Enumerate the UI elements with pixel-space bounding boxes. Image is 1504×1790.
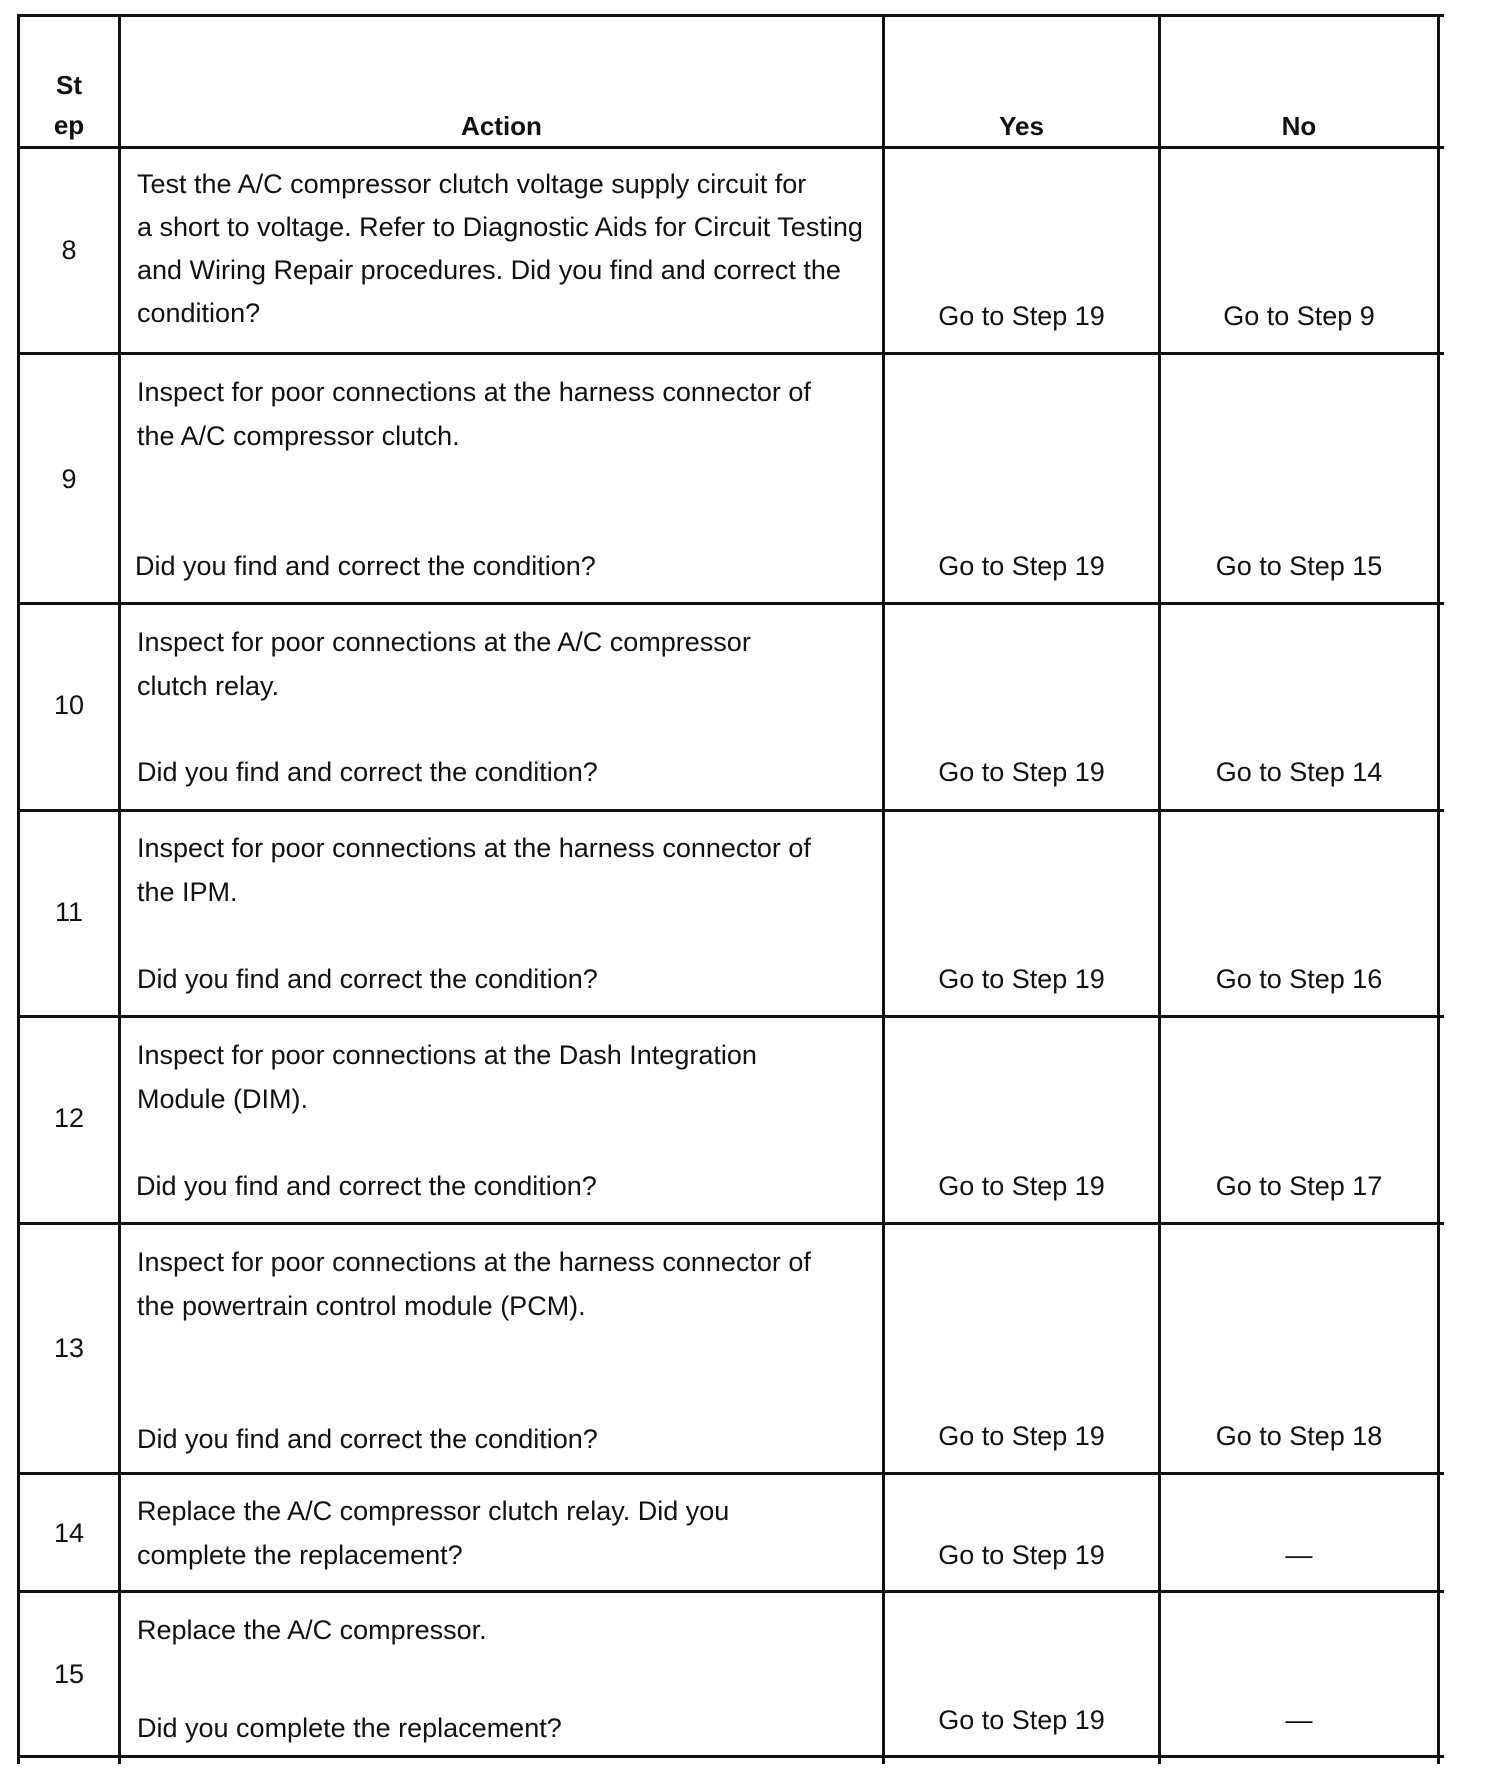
action-text — [137, 620, 751, 708]
action-line: and Wiring Repair procedures. Did you find and correct the — [137, 255, 841, 285]
row-divider — [17, 602, 1444, 605]
yes-result: Go to Step 19 — [938, 301, 1105, 331]
action-line: Inspect for poor connections at the harness connector of — [137, 833, 811, 863]
no-result: Go to Step 16 — [1215, 964, 1383, 994]
action-text: Replace the A/C compressor. — [137, 1615, 487, 1645]
header-no: No — [1281, 111, 1317, 141]
no-result: Go to Step 17 — [1215, 1171, 1383, 1201]
action-question: Did you find and correct the condition? — [137, 964, 598, 994]
yes-result: Go to Step 19 — [938, 1421, 1105, 1451]
table-border-right — [1437, 14, 1440, 1764]
no-result: Go to Step 18 — [1215, 1421, 1383, 1451]
row-divider — [17, 1590, 1444, 1593]
yes-result: Go to Step 19 — [938, 757, 1105, 787]
action-text — [137, 1489, 729, 1577]
yes-result: Go to Step 19 — [938, 1705, 1105, 1735]
header-step — [20, 65, 118, 145]
column-divider-step — [118, 14, 121, 1764]
step-number: 15 — [53, 1659, 85, 1689]
no-result: — — [1285, 1705, 1313, 1735]
action-line: Test the A/C compressor clutch voltage supply circuit for — [137, 169, 807, 199]
step-number: 11 — [54, 897, 84, 927]
table-border-top — [17, 14, 1444, 17]
step-number: 12 — [53, 1103, 85, 1133]
row-divider — [17, 352, 1444, 355]
step-number: 9 — [61, 464, 77, 494]
action-text — [137, 826, 811, 914]
action-question: Did you find and correct the condition? — [137, 1424, 598, 1454]
action-question: Did you find and correct the condition? — [137, 757, 598, 787]
column-divider-yes — [1158, 14, 1161, 1764]
yes-result: Go to Step 19 — [938, 1540, 1105, 1570]
action-question: Did you complete the replacement? — [137, 1713, 562, 1743]
header-step-line1: St — [56, 70, 82, 100]
action-line: condition? — [137, 298, 261, 328]
no-result: Go to Step 9 — [1223, 301, 1375, 331]
yes-result: Go to Step 19 — [938, 964, 1105, 994]
action-text — [137, 1240, 811, 1328]
action-line: a short to voltage. Refer to Diagnostic Aids for Circuit Testing — [137, 212, 863, 242]
action-text — [137, 370, 811, 458]
table-border-bottom — [17, 1755, 1444, 1758]
action-text — [137, 1033, 757, 1121]
action-line: Inspect for poor connections at the harness connector of — [137, 1247, 811, 1277]
action-line: complete the replacement? — [137, 1540, 463, 1570]
step-number: 10 — [53, 690, 85, 720]
row-divider — [17, 1472, 1444, 1475]
row-divider — [17, 1015, 1444, 1018]
column-divider-action — [882, 14, 885, 1764]
action-line: the powertrain control module (PCM). — [137, 1291, 586, 1321]
step-number: 8 — [61, 235, 77, 265]
header-yes: Yes — [999, 111, 1044, 141]
no-result: — — [1285, 1540, 1313, 1570]
header-step-line2: ep — [53, 110, 85, 140]
action-line: Inspect for poor connections at the harness connector of — [137, 377, 811, 407]
step-number: 14 — [53, 1518, 85, 1548]
step-number: 13 — [53, 1333, 85, 1363]
diagnostic-table — [17, 14, 1444, 1764]
action-question: Did you find and correct the condition? — [135, 551, 596, 581]
action-line: Inspect for poor connections at the Dash Integration — [137, 1040, 757, 1070]
row-divider — [17, 1222, 1444, 1225]
table-border-left — [17, 14, 20, 1764]
action-line: the A/C compressor clutch. — [137, 421, 460, 451]
action-line: Inspect for poor connections at the A/C compressor — [137, 627, 751, 657]
header-action: Action — [461, 111, 542, 141]
action-line: the IPM. — [137, 877, 238, 907]
yes-result: Go to Step 19 — [938, 551, 1105, 581]
action-text — [137, 163, 863, 335]
action-line: Replace the A/C compressor clutch relay. Did you — [137, 1496, 730, 1526]
row-divider — [17, 146, 1444, 149]
yes-result: Go to Step 19 — [938, 1171, 1105, 1201]
action-line: Module (DIM). — [137, 1084, 309, 1114]
no-result: Go to Step 15 — [1215, 551, 1383, 581]
no-result: Go to Step 14 — [1215, 757, 1383, 787]
action-question: Did you find and correct the condition? — [136, 1171, 597, 1201]
action-line: clutch relay. — [137, 671, 280, 701]
row-divider — [17, 809, 1444, 812]
